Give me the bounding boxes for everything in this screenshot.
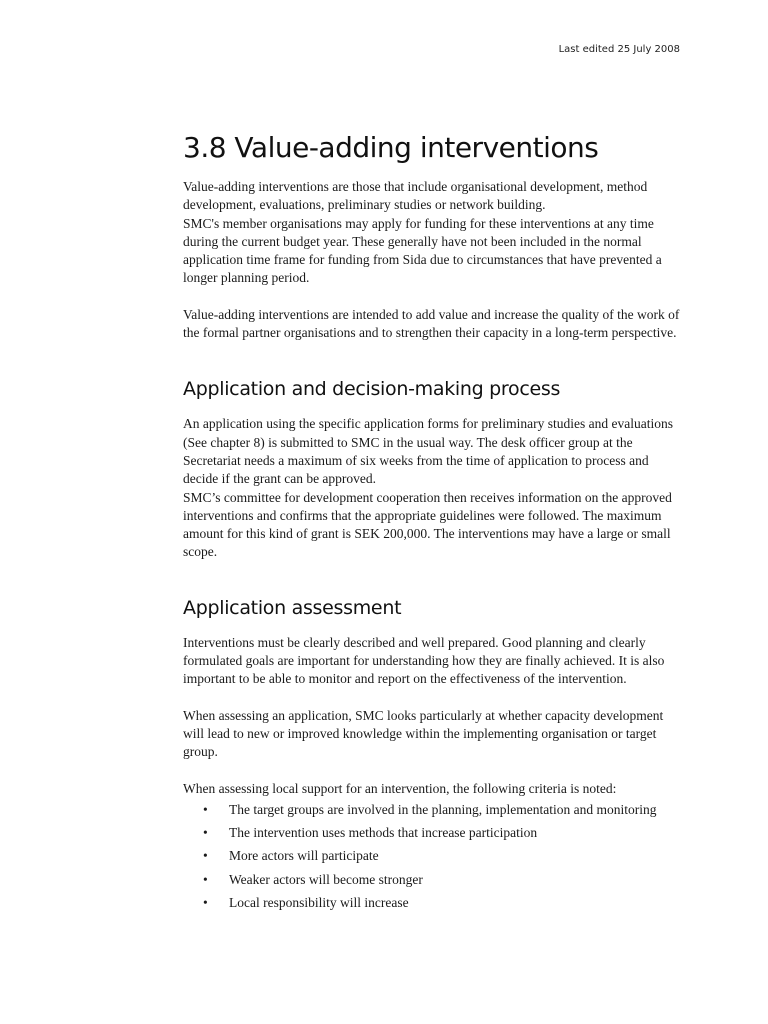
- last-edited-date: Last edited 25 July 2008: [558, 44, 680, 55]
- decision-process-heading: Application and decision-making process: [183, 378, 561, 401]
- intro-paragraph-1: Value-adding interventions are those that include organisational development, method development, evaluations, preliminary studies or network building.: [183, 179, 648, 213]
- list-item: • Local responsibility will increase: [183, 894, 683, 912]
- assessment-paragraph-2: When assessing an application, SMC looks particularly at whether capacity development will lead to new or improved knowledge within the implementing organisation or target group.: [183, 707, 664, 760]
- assessment-paragraph-3: When assessing local support for an intervention, the following criteria is noted:: [183, 780, 617, 796]
- list-item: • The target groups are involved in the planning, implementation and monitoring: [183, 801, 683, 819]
- intro-paragraph-2: SMC's member organisations may apply for funding for these interventions at any time during the current budget year. These generally have not been included in the normal application time frame for funding from Sida due to circumstances that have prevented a longer planning period.: [183, 215, 662, 286]
- assessment-heading: Application assessment: [183, 596, 402, 619]
- list-item: • The intervention uses methods that increase participation: [183, 824, 683, 842]
- intro-paragraph-3: Value-adding interventions are intended to add value and increase the quality of the work of the formal partner organisations and to strengthen their capacity in a long-term perspective.: [183, 306, 680, 341]
- list-item: • More actors will participate: [183, 847, 683, 865]
- list-item: • Weaker actors will become stronger: [183, 871, 683, 889]
- criteria-list: [183, 801, 683, 912]
- decision-process-paragraph-2: SMC’s committee for development cooperation then receives information on the approved interventions and confirms that the appropriate guidelines were followed. The maximum amount for this kind of grant is SEK 200,000. The interventions may have a large or small scope.: [183, 489, 672, 560]
- section-title: 3.8 Value-adding interventions: [183, 131, 599, 164]
- document-body: [183, 128, 683, 917]
- decision-process-paragraph-1: An application using the specific application forms for preliminary studies and evaluations (See chapter 8) is submitted to SMC in the usual way. The desk officer group at the Secretariat needs a maximum of six weeks from the time of application to process and decide if the grant can be approved.: [183, 416, 673, 487]
- assessment-paragraph-1: Interventions must be clearly described and well prepared. Good planning and clearly formulated goals are important for understanding how they are finally achieved. It is also important to be able to monitor and report on the effectiveness of the intervention.: [183, 634, 665, 687]
